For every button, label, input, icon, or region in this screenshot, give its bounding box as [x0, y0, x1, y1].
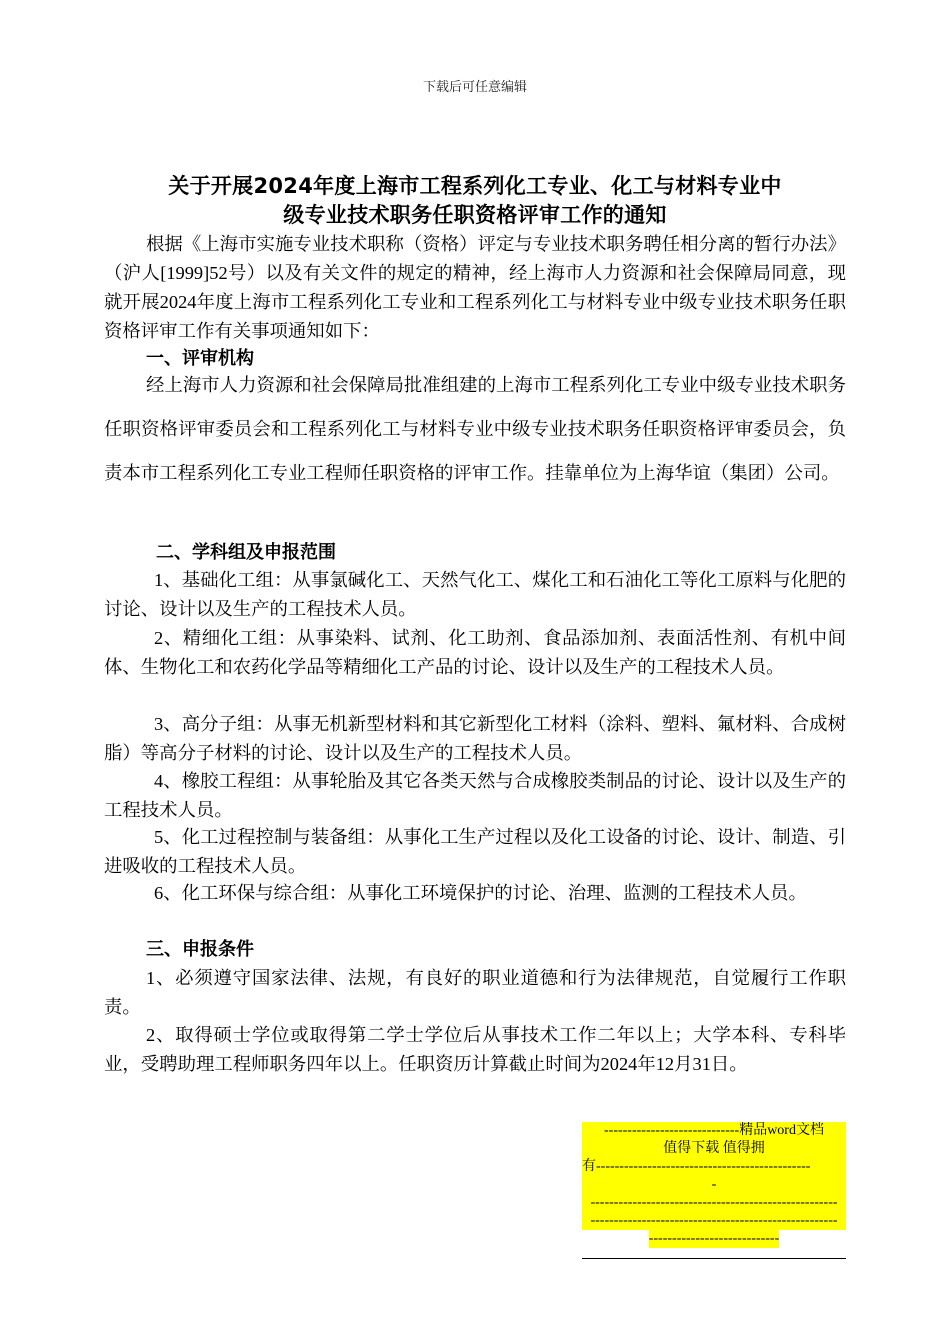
title-line-1: 关于开展2024年度上海市工程系列化工专业、化工与材料专业中: [168, 174, 782, 198]
section3-heading: 三、申报条件: [146, 939, 254, 960]
section2-item-2: 2、精细化工组：从事染料、试剂、化工助剂、食品添加剂、表面活性剂、有机中间体、生物化工和农药化学品等精细化工产品的讨论、设计以及生产的工程技术人员。: [104, 628, 846, 677]
promo-watermark-box: [582, 1122, 846, 1259]
document-title: [104, 172, 846, 230]
promo-line-3: 有----------------------------------------------: [582, 1158, 846, 1176]
section2-heading: 二、学科组及申报范围: [156, 542, 336, 563]
promo-line-6: -----------------------------------------------------: [582, 1212, 846, 1230]
section1-body: 经上海市人力资源和社会保障局批准组建的上海市工程系列化工专业中级专业技术职务任职资格评审委员会和工程系列化工与材料专业中级专业技术职务任职资格评审委员会，负责本市工程系列化工专业工程师任职资格的评审工作。挂靠单位为上海华谊（集团）公司。: [104, 375, 846, 483]
section2-item-1: 1、基础化工组：从事氯碱化工、天然气化工、煤化工和石油化工等化工原料与化肥的讨论、设计以及生产的工程技术人员。: [104, 570, 846, 619]
section2-item-4: 4、橡胶工程组：从事轮胎及其它各类天然与合成橡胶类制品的讨论、设计以及生产的工程技术人员。: [104, 771, 846, 820]
section2-item-3: 3、高分子组：从事无机新型材料和其它新型化工材料（涂料、塑料、氟材料、合成树脂）等高分子材料的讨论、设计以及生产的工程技术人员。: [104, 714, 846, 763]
promo-underline: [582, 1258, 846, 1259]
intro-paragraph: 根据《上海市实施专业技术职称（资格）评定与专业技术职务聘任相分离的暂行办法》（沪人[1999]52号）以及有关文件的规定的精神，经上海市人力资源和社会保障局同意，现就开展2024年度上海市工程系列化工专业和工程系列化工与材料专业中级专业技术职务任职资格评审工作有关事项通知如下：: [104, 234, 846, 341]
section2-item-6: 6、化工环保与综合组：从事化工环境保护的讨论、治理、监测的工程技术人员。: [154, 883, 807, 903]
promo-line-5: -----------------------------------------------------: [582, 1194, 846, 1212]
promo-line-1: -----------------------------精品word文档: [582, 1122, 846, 1140]
promo-line-2: 值得下载 值得拥: [582, 1140, 846, 1158]
section3-item-1: 1、必须遵守国家法律、法规，有良好的职业道德和行为法律规范，自觉履行工作职责。: [104, 968, 846, 1017]
title-line-2: 级专业技术职务任职资格评审工作的通知: [283, 203, 667, 227]
section3-item-2: 2、取得硕士学位或取得第二学士学位后从事技术工作二年以上；大学本科、专科毕业，受聘助理工程师职务四年以上。任职资历计算截止时间为2024年12月31日。: [104, 1025, 846, 1074]
promo-line-4: -: [582, 1176, 846, 1194]
header-note: 下载后可任意编辑: [422, 79, 527, 94]
section2-item-5: 5、化工过程控制与装备组：从事化工生产过程以及化工设备的讨论、设计、制造、引进吸收的工程技术人员。: [104, 827, 846, 876]
promo-line-7: ----------------------------: [648, 1231, 780, 1246]
section1-heading: 一、评审机构: [146, 348, 254, 369]
